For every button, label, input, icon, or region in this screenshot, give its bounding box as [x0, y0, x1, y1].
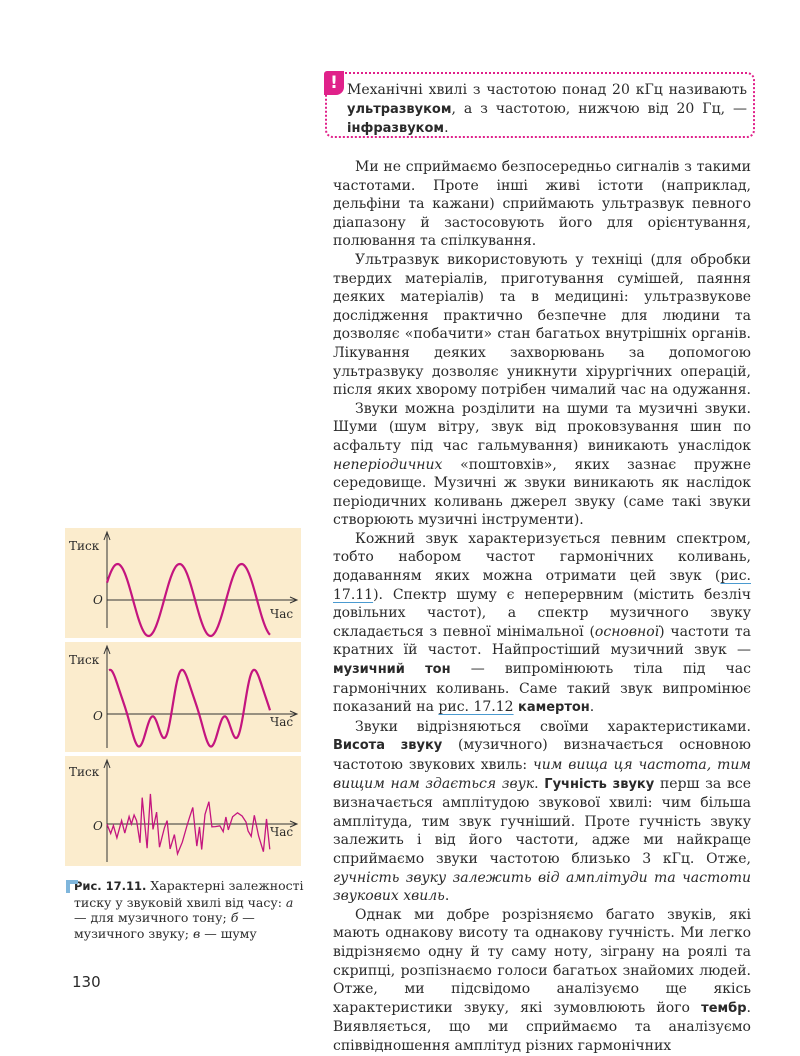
y-axis-label: Тиск [69, 653, 100, 667]
page-number: 130 [72, 973, 101, 991]
term-ultrasound: ультразвуком [347, 102, 452, 117]
y-axis-label: Тиск [69, 765, 100, 779]
definition-note [325, 72, 755, 138]
origin-label: O [93, 819, 103, 833]
main-text [333, 158, 751, 1056]
origin-label: O [93, 709, 103, 723]
paragraph-4: Кожний звук характеризується певним спектром, тобто набором частот гармонічних коливань, додаванням яких можна отримати цей звук (рис. 17.11). Спектр шуму є неперервним (містить безліч довільних частот), а спектр музичного звуку складається з певної мінімальної (основної) частоти та кратних їй частот. Найпростіший музичний звук — музичний тон — випромінюють тіла під час гармонічних коливань. Саме такий звук випромінює показаний на рис. 17.12 камертон. [333, 530, 751, 716]
figure-panel-b [65, 642, 301, 752]
term-tuning-fork: камертон [518, 700, 590, 716]
figure-link-17-11[interactable]: рис. 17.11 [333, 568, 751, 603]
x-axis-label: Час [270, 825, 294, 839]
musical-sound-graph [65, 642, 301, 752]
origin-label: O [93, 593, 103, 607]
wave-line [109, 670, 270, 747]
noise-graph [65, 756, 301, 866]
x-axis-label: Час [270, 715, 294, 729]
paragraph-6: Однак ми добре розрізняємо багато звуків, які мають однакову висоту та однакову гучність. Ми легко відрізняємо одну й ту саму ноту, зіграну на роялі та скрипці, розпізнаємо голоси багатьох знайомих людей. Отже, ми підсвідомо аналізуємо ще якісь характеристики звуку, які зумовлюють його тембр. Виявляється, що ми сприймаємо та аналізуємо співвідношення амплітуд різних гармонічних [333, 906, 751, 1054]
paragraph-2: Ультразвук використовують у техніці (для обробки твердих матеріалів, приготування сумішей, паяння деяких матеріалів) та в медицині: ультразвукове дослідження практично безпечне для людини та дозволяє «побачити» стан багатьох внутрішніх органів. Лікування деяких захворювань за допомогою ультразвуку дозволяє уникнути хірургічних операцій, після яких хворому потрібен чималий час на одужання. [333, 251, 752, 399]
caption-marker-icon [66, 880, 78, 893]
paragraph-3: Звуки можна розділити на шуми та музичні звуки. Шуми (шум вітру, звук від проковзування шин по асфальту під час гальмування) виникають унаслідок неперіодичних «поштовхів», яких зазнає пружне середовище. Музичні ж звуки виникають як наслідок періодичних коливань джерел звуку (саме такі звуки створюють музичні інструменти). [333, 400, 751, 529]
exclamation-icon: ! [324, 71, 344, 95]
figure-panel-a [65, 528, 301, 638]
note-text: Механічні хвилі з частотою понад 20 кГц називають ультразвуком, а з частотою, нижчою від 20 Гц, — інфразвуком. [347, 82, 747, 136]
term-pitch: Висота звуку [333, 738, 443, 754]
y-axis-label: Тиск [69, 539, 100, 553]
paragraph-1: Ми не сприймаємо безпосередньо сигналів з такими частотами. Проте інші живі істоти (наприклад, дельфіни та кажани) сприймають ультразвук певного діапазону й застосовують його для орієнтування, полювання та спілкування. [333, 159, 751, 250]
term-infrasound: інфразвуком [347, 121, 445, 136]
term-loudness: Гучність звуку [544, 776, 655, 792]
pure-tone-graph [65, 528, 301, 638]
figure-link-17-12[interactable]: рис. 17.12 [438, 699, 514, 716]
paragraph-5: Звуки відрізняються своїми характеристиками. Висота звуку (музичного) визначається основною частотою звукових хвиль: чим вища ця частота, тим вищим нам здається звук. Гучність звуку перш за все визначається амплітудою звукової хвилі: чим більша амплітуда, тим звук гучніший. Проте гучність звуку залежить і від його частоти, адже ми найкраще сприймаємо звуки частотою близько 3 кГц. Отже, гучність звуку залежить від амплітуди та частоти звукових хвиль. [333, 718, 751, 905]
term-timbre: тембр [701, 1000, 747, 1016]
caption-label: Рис. 17.11. [74, 879, 147, 893]
figure-caption: Рис. 17.11. Характерні залежності тиску у звуковій хвилі від часу: а — для музичного тону; б — музичного звуку; в — шуму [74, 878, 304, 941]
x-axis-label: Час [270, 607, 294, 621]
figure-panel-c [65, 756, 301, 866]
term-musical-tone: музичний тон [333, 662, 451, 678]
